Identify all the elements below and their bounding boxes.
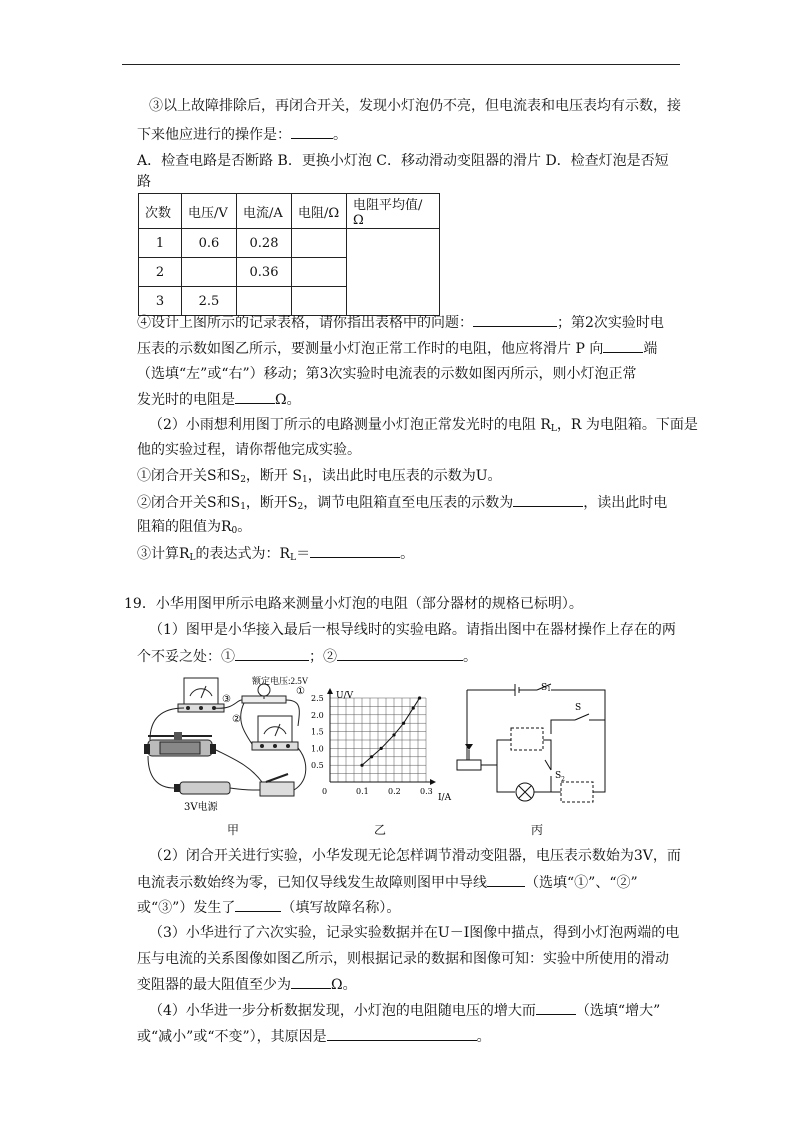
wire [148, 756, 174, 788]
answer-blank[interactable] [473, 312, 557, 327]
q18-step4-line1: ④设计上图所示的记录表格，请你指出表格中的问题： ；第2次实验时电 [137, 312, 664, 333]
wire [551, 720, 575, 734]
data-point [412, 706, 415, 709]
table-row [139, 229, 440, 258]
s2-label: $S_2$ [555, 771, 565, 783]
data-point [392, 733, 395, 736]
q19-p1-line1: （1）图甲是小华接入最后一根导线时的实验电路。请指出图中在器材操作上存在的两 [149, 622, 676, 638]
answer-blank[interactable] [513, 492, 583, 507]
answer-blank[interactable] [235, 646, 309, 661]
y-tick-label: 0.5 [311, 761, 324, 771]
data-point [370, 755, 373, 758]
x-tick-label: 0.3 [420, 787, 433, 796]
x-axis-label: I/A [438, 793, 452, 803]
battery-symbol [515, 684, 519, 696]
bulb-icon [242, 684, 286, 703]
table-cell: 0.36 [237, 258, 292, 287]
wire [497, 740, 511, 765]
y-tick-label: 1.0 [311, 744, 324, 754]
answer-blank[interactable] [487, 872, 525, 887]
data-point [418, 696, 421, 699]
switch-icon [260, 774, 294, 796]
q19-p2-line1: （2）闭合开关进行实验，小华发现无论怎样调节滑动变阻器，电压表示数始为3V，而 [149, 848, 681, 864]
wire [230, 788, 260, 790]
q19-p2-line2: 电流表示数始终为零，已知仅导线发生故障则图甲中导线 （选填“①”、“②” [137, 872, 638, 893]
q19-stem: 19．小华用图甲所示电路来测量小灯泡的电阻（部分器材的规格已标明）。 [124, 596, 583, 612]
ammeter-icon [178, 678, 224, 712]
table-cell: 0.28 [237, 229, 292, 258]
record-table [138, 193, 440, 316]
s-label: S [575, 703, 582, 713]
wire-2-label: ② [232, 714, 241, 725]
slider-arrow [465, 744, 473, 750]
battery-icon [174, 782, 230, 794]
x-axis-arrow [430, 779, 436, 785]
switch-s [575, 714, 589, 720]
switch-s2 [545, 760, 551, 770]
origin-label: 0 [322, 787, 328, 796]
q18-part2-line1: （2）小雨想利用图丁所示的电路测量小灯泡正常发光时的电阻 $R_L$，R 为电阻箱。下面是 [149, 417, 698, 434]
wire-2 [241, 703, 252, 744]
q19-p4-line1: （4）小华进一步分析数据发现，小灯泡的电阻随电压的增大而 （选填“增大” [149, 1000, 660, 1021]
table-cell-average [347, 229, 440, 316]
q19-p3-line3: 变阻器的最大阻值至少为 Ω。 [137, 974, 357, 995]
q18-options-line1: A．检查电路是否断路 B．更换小灯泡 C．移动滑动变阻器的滑片 D．检查灯泡是否短 [137, 153, 669, 169]
rheostat-symbol [457, 760, 481, 770]
wire [294, 748, 306, 790]
q19-p3-line1: （3）小华进行了六次实验，记录实验数据并在U－I图像中描点，得到小灯泡两端的电 [149, 925, 680, 941]
answer-blank[interactable] [235, 897, 281, 912]
q18-step3-line1: ③以上故障排除后，再闭合开关，发现小灯泡仍不亮，但电流表和电压表均有示数，接 [149, 98, 681, 114]
caption-yi: 乙 [374, 823, 387, 837]
s1-label: $S_1$ [541, 682, 551, 693]
table-header: 电压/V [182, 194, 237, 229]
header-rule [122, 64, 680, 65]
q18-step4-line4: 发光时的电阻是 Ω。 [137, 389, 301, 410]
q19-p4-line2: 或“减小”或“不变”），其原因是 。 [137, 1026, 491, 1047]
chart-ticks [311, 694, 433, 796]
x-tick-label: 0.1 [356, 787, 369, 796]
y-tick-label: 1.5 [311, 727, 324, 737]
table-cell: 3 [139, 287, 182, 316]
q18-options-line2: 路 [137, 174, 151, 190]
data-point [402, 722, 405, 725]
q18-part2-step3: ③计算$R_L$的表达式为：$R_L=$ 。 [137, 543, 414, 568]
q18-step3-line2: 下来他应进行的操作是： 。 [137, 124, 347, 145]
table-cell: 0.6 [182, 229, 237, 258]
caption-bing: 丙 [531, 823, 544, 837]
q18-part2-step1: ①闭合开关S和$S_2$，断开 $S_1$，读出此时电压表的示数为U。 [137, 468, 502, 485]
wire [481, 765, 515, 792]
resistance-box-placeholder [561, 782, 593, 802]
rated-voltage-label: 额定电压:2.5V [252, 676, 309, 686]
table-cell [182, 258, 237, 287]
q18-step4-line2: 压表的示数如图乙所示，要测量小灯泡正常工作时的电阻，他应将滑片 P 向 端 [137, 338, 657, 359]
table-cell: 1 [139, 229, 182, 258]
y-axis-arrow [327, 688, 333, 694]
data-point [380, 747, 383, 750]
table-cell [292, 258, 347, 287]
y-axis-label: U/V [336, 691, 354, 701]
y-tick-label: 2.5 [311, 694, 324, 703]
table-cell: 2.5 [182, 287, 237, 316]
answer-blank[interactable] [291, 974, 331, 989]
answer-blank[interactable] [603, 338, 643, 353]
table-header: 电阻/Ω [292, 194, 347, 229]
wire-1-label: ① [296, 686, 305, 697]
q19-p1-line2: 个不妥之处：① ；② 。 [137, 646, 477, 667]
figure-bing-circuit [455, 680, 615, 815]
q18-part2-step2-line2: 阻箱的阻值为$R_0$。 [137, 519, 252, 536]
table-cell: 2 [139, 258, 182, 287]
answer-blank[interactable] [536, 1000, 576, 1015]
wire [216, 750, 262, 782]
answer-blank[interactable] [235, 389, 275, 404]
q18-step4-line3: （选填“左”或“右”）移动；第3次实验时电流表的示数如图丙所示，则小灯泡正常 [137, 366, 637, 382]
q19-p3-line2: 压与电流的关系图像如图乙所示，则根据记录的数据和图像可知：实验中所使用的滑动 [137, 951, 669, 967]
table-header: 电流/A [237, 194, 292, 229]
wire [543, 740, 551, 770]
answer-blank[interactable] [310, 543, 400, 558]
power-label: 3V电源 [184, 802, 218, 813]
wire-3-label: ③ [222, 694, 231, 705]
data-point [360, 764, 363, 767]
answer-blank[interactable] [327, 1026, 477, 1041]
table-header: 电阻平均值/Ω [347, 194, 440, 229]
q19-p2-line3: 或“③”）发生了 （填写故障名称）。 [137, 897, 400, 918]
q18-part2-step2: ②闭合开关S和$S_1$，断开$S_2$，调节电阻箱直至电压表的示数为 ，读出此时电 [137, 492, 667, 517]
q18-part2-line2: 他的实验过程，请你帮他完成实验。 [137, 442, 361, 458]
table-header: 次数 [139, 194, 182, 229]
voltmeter-icon [252, 716, 298, 750]
caption-jia: 甲 [227, 823, 240, 837]
table-cell [292, 229, 347, 258]
bulb-cross [519, 786, 531, 798]
x-tick-label: 0.2 [388, 787, 401, 796]
figure-yi-chart [310, 686, 460, 806]
table-header-row [139, 194, 440, 229]
rheostat-icon [144, 732, 216, 756]
answer-blank[interactable] [337, 646, 463, 661]
voltmeter-placeholder [511, 728, 543, 750]
answer-blank[interactable] [291, 124, 333, 139]
y-tick-label: 2.0 [311, 710, 324, 720]
